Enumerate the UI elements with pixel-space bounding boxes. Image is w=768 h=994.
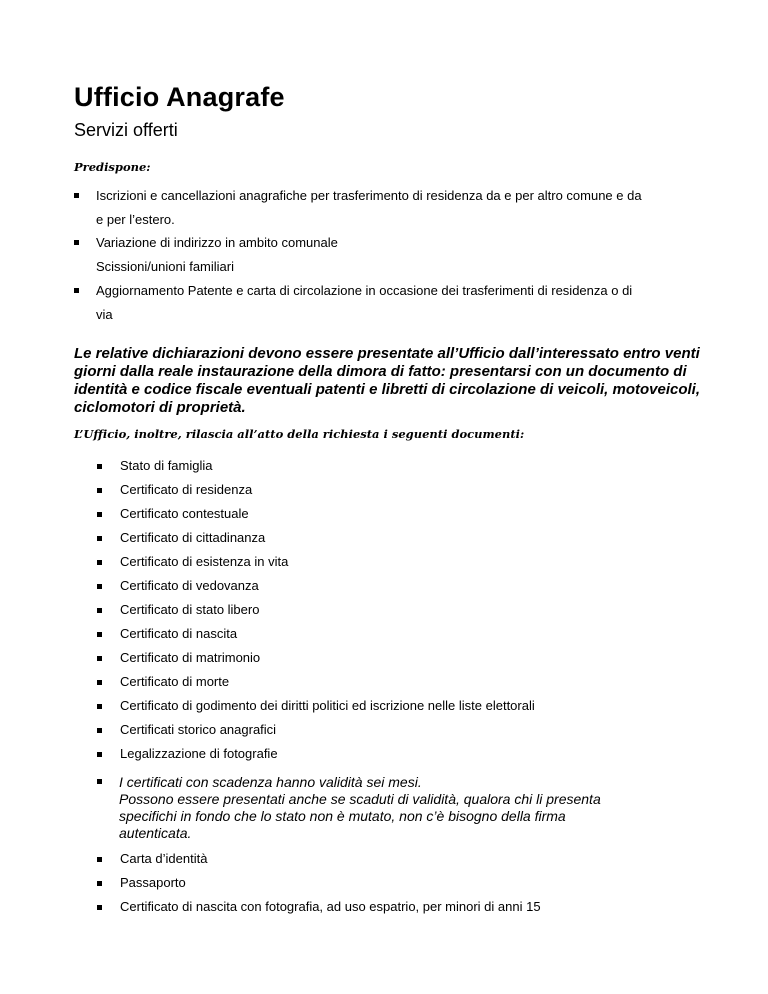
note-line: specifichi in fondo che lo stato non è mutato, non c’è bisogno della firma [119, 808, 566, 824]
bullet-icon [97, 680, 102, 685]
list-item: Certificato di cittadinanza [0, 530, 768, 548]
list-item: Certificato di vedovanza [0, 578, 768, 596]
list-item-line: Aggiornamento Patente e carta di circolazione in occasione dei trasferimenti di residenza o di [96, 283, 633, 298]
list-item: Legalizzazione di fotografie [0, 746, 768, 764]
list-item: Certificato di stato libero [0, 602, 768, 620]
note-line: Possono essere presentati anche se scaduti di validità, qualora chi li presenta [119, 791, 601, 807]
list-item: Certificato di matrimonio [0, 650, 768, 668]
note-line: I certificati con scadenza hanno validità sei mesi. [119, 774, 422, 790]
list-item: Carta d’identità [0, 851, 768, 869]
list-item: Passaporto [0, 875, 768, 893]
bullet-icon [97, 536, 102, 541]
bullet-icon [97, 728, 102, 733]
bullet-icon [97, 584, 102, 589]
bullet-icon [97, 857, 102, 862]
page-subtitle: Servizi offerti [74, 120, 178, 140]
list-item: Certificato di nascita con fotografia, ad uso espatrio, per minori di anni 15 [0, 899, 768, 917]
list-item: Certificato contestuale [0, 506, 768, 524]
list-item-line: via [96, 307, 113, 322]
note-line: autenticata. [119, 825, 192, 841]
bullet-icon [97, 560, 102, 565]
list-item: Certificati storico anagrafici [0, 722, 768, 740]
bullet-icon [97, 488, 102, 493]
bullet-icon [74, 240, 79, 245]
list-item: Certificato di morte [0, 674, 768, 692]
list-item: Certificato di residenza [0, 482, 768, 500]
list-item-line: e per l’estero. [96, 212, 175, 227]
bullet-icon [97, 752, 102, 757]
statement-paragraph: Le relative dichiarazioni devono essere presentate all’Ufficio dall’interessato entro venti giorni dalla reale instaurazione della dimora di fatto: presentarsi con un documento di identità e codice fiscale eventuali patenti e libretti di circolazione di veicoli, motoveicoli, ciclomotori di proprietà. [74, 345, 701, 416]
list-item: Stato di famiglia [0, 458, 768, 476]
bullet-icon [97, 632, 102, 637]
predispone-label: Predispone: [74, 160, 151, 174]
page-title: Ufficio Anagrafe [74, 82, 285, 112]
bullet-icon [97, 656, 102, 661]
bullet-icon [97, 512, 102, 517]
bullet-icon [97, 464, 102, 469]
bullet-icon [97, 905, 102, 910]
bullet-icon [97, 608, 102, 613]
list-item-line: Scissioni/unioni familiari [96, 259, 234, 274]
bullet-icon [74, 193, 79, 198]
bullet-icon [97, 779, 102, 784]
bullet-icon [74, 288, 79, 293]
list-item: Certificato di nascita [0, 626, 768, 644]
list-item: Certificato di esistenza in vita [0, 554, 768, 572]
bullet-icon [97, 881, 102, 886]
list-item: Certificato di godimento dei diritti politici ed iscrizione nelle liste elettorali [0, 698, 768, 716]
bullet-icon [97, 704, 102, 709]
list-item-line: Iscrizioni e cancellazioni anagrafiche per trasferimento di residenza da e per altro comune e da [96, 188, 642, 203]
documents-intro: L’Ufficio, inoltre, rilascia all’atto della richiesta i seguenti documenti: [74, 427, 525, 441]
list-item-line: Variazione di indirizzo in ambito comunale [96, 235, 338, 250]
